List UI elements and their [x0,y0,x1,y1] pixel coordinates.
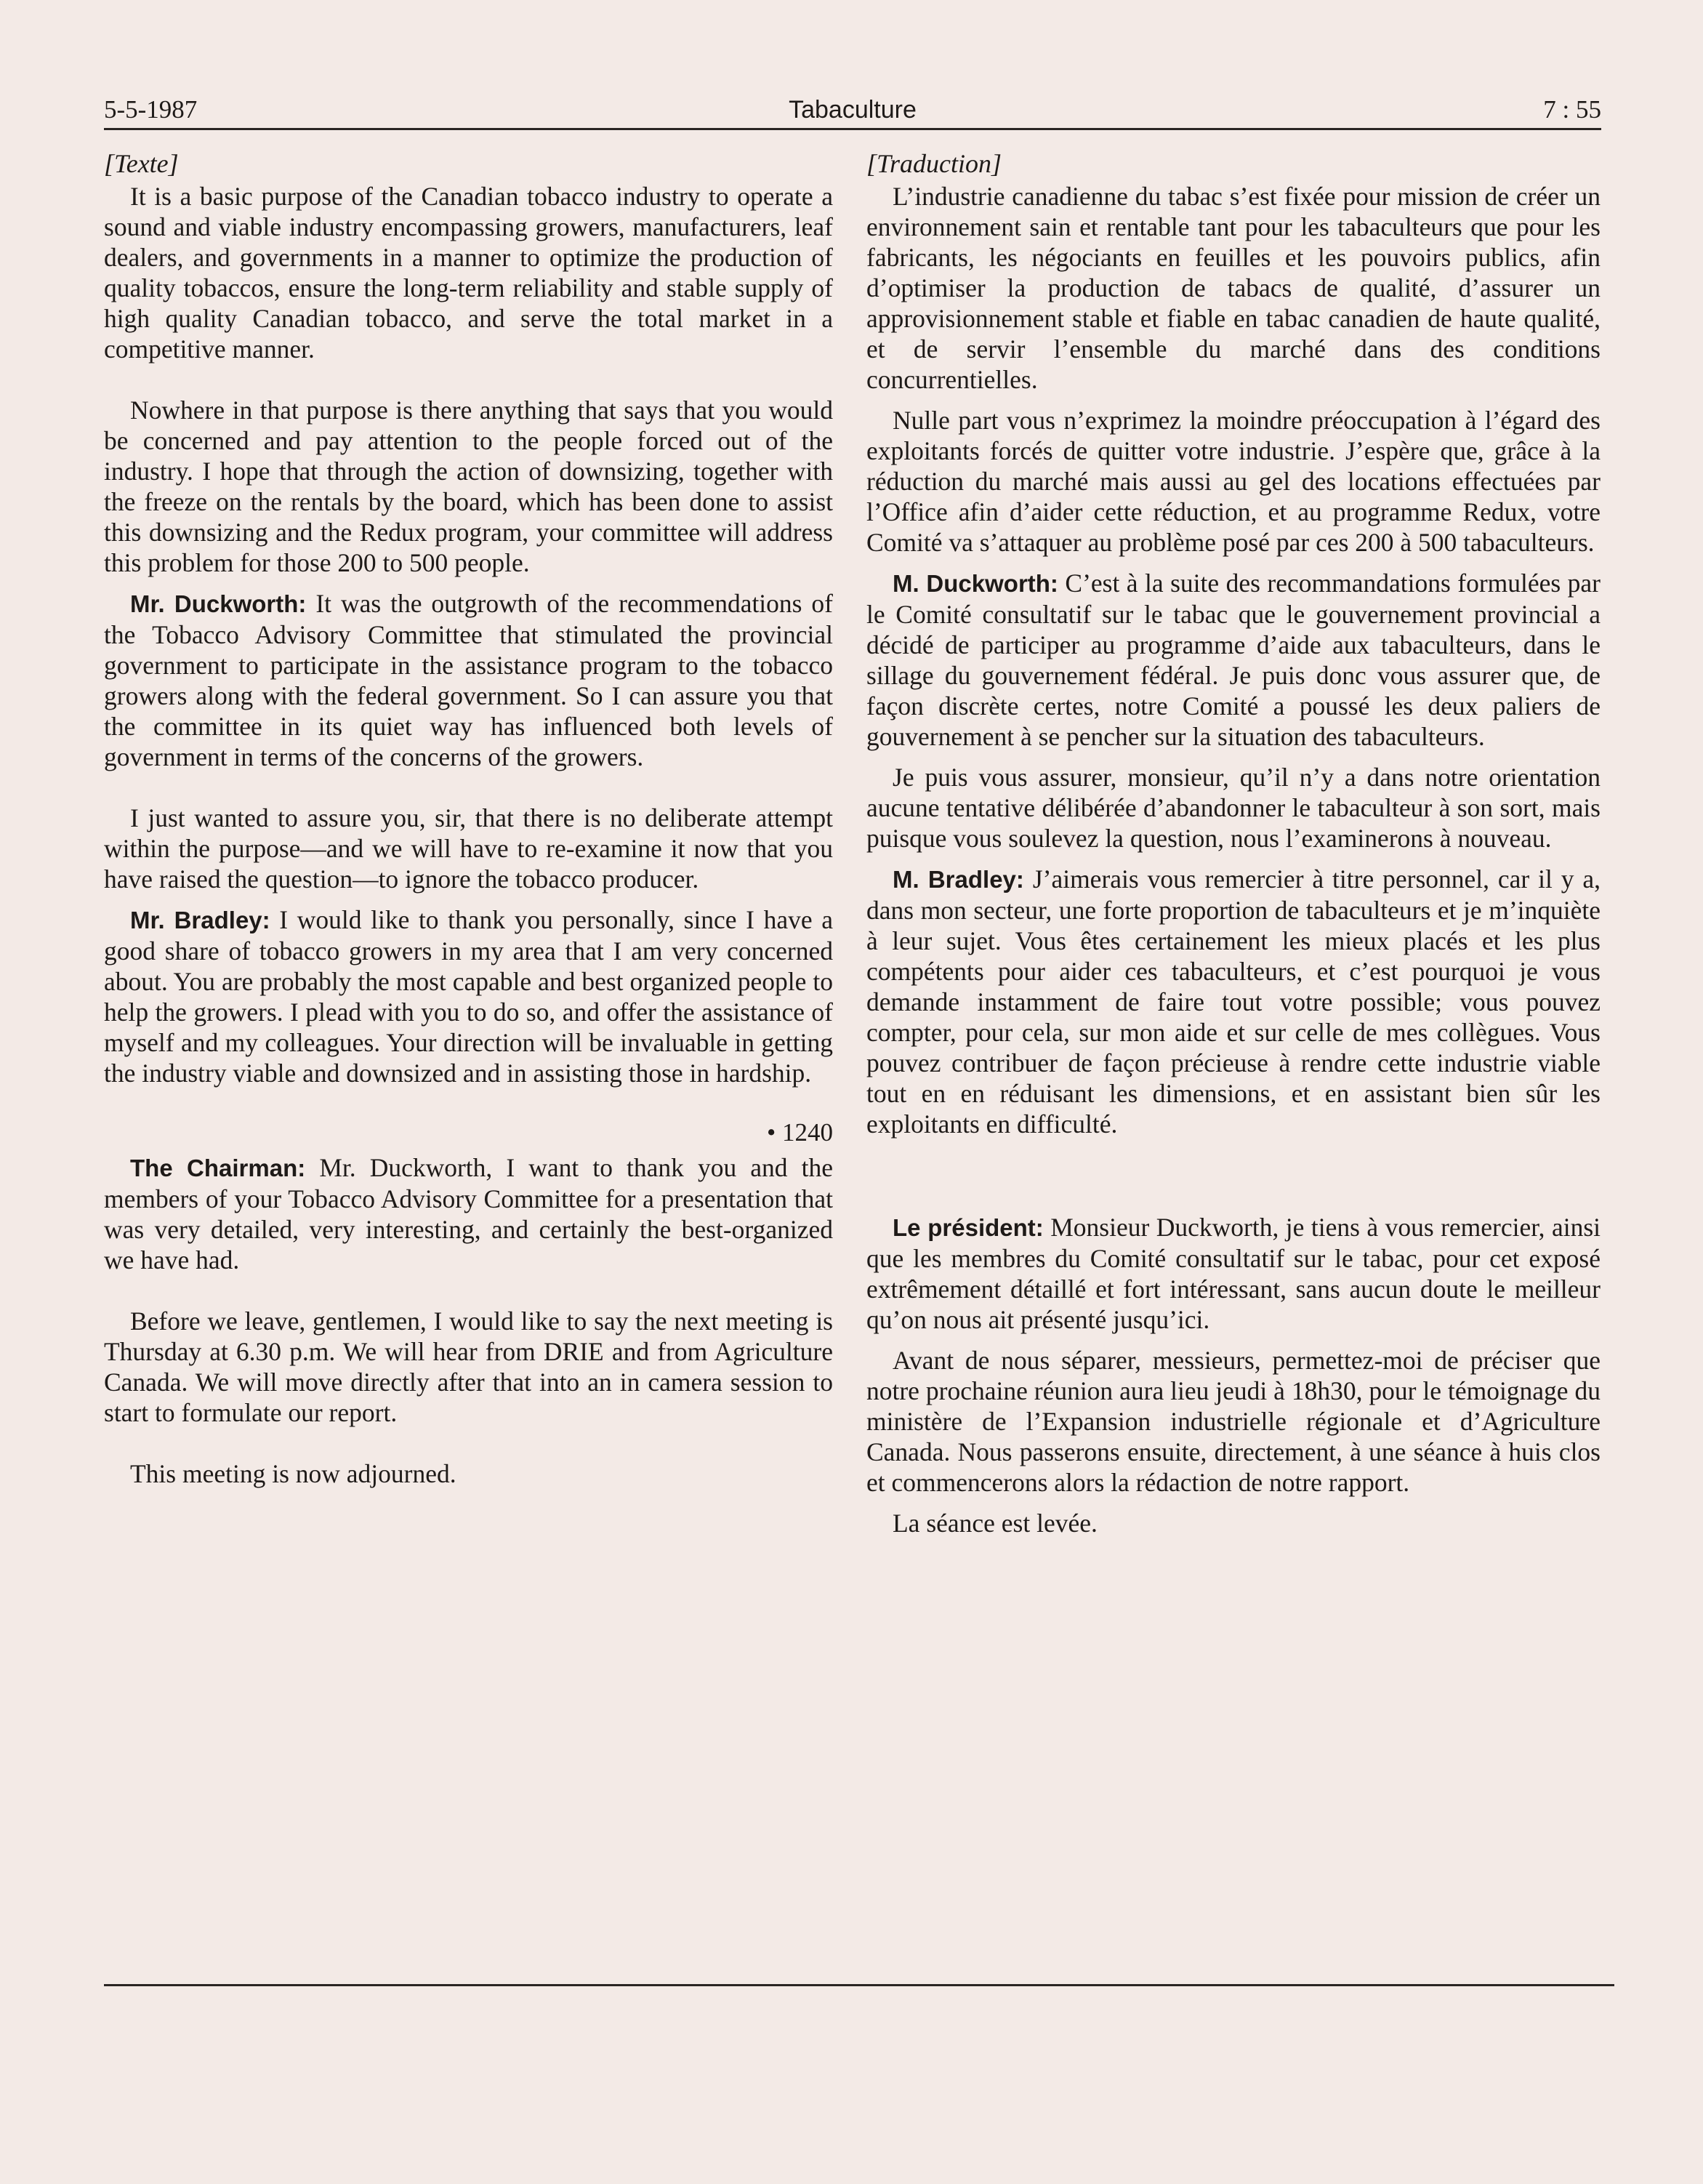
speech-text: Monsieur Duckworth, je tiens à vous remercier, ainsi que les membres du Comité consultatif sur le tabac, pour cet exposé extrêmement détaillé et fort intéressant, sans aucun doute le meilleur qu’on nous ait présenté jusqu’ici. [866,1213,1601,1334]
paragraph: I just wanted to assure you, sir, that there is no deliberate attempt within the purpose—and we will have to re-examine it now that you have raised the question—to ignore the tobacco producer. [104,803,833,894]
paragraph: Nulle part vous n’exprimez la moindre préoccupation à l’égard des exploitants forcés de quitter votre industrie. J’espère que, grâce à la réduction du marché mais aussi au gel des locations effectuées par l’Office afin d’aider cette réduction, et au programme Redux, votre Comité va s’attaquer au problème posé par ces 200 à 500 tabaculteurs. [866,406,1601,557]
paragraph: Avant de nous séparer, messieurs, permettez-moi de préciser que notre prochaine réunion aura lieu jeudi à 18h30, pour le témoignage du ministère de l’Expansion industrielle régionale et d’Agriculture Canada. Nous passerons ensuite, directement, à une séance à huis clos et commencerons alors la rédaction de notre rapport. [866,1346,1601,1497]
speech-text: C’est à la suite des recommandations formulées par le Comité consultatif sur le tabac que le gouvernement provincial a décidé de participer au programme d’aide aux tabaculteurs, dans le sillage du gouvernement fédéral. Je puis donc vous assurer que, de façon discrète certes, notre Comité a poussé les deux paliers de gouvernement à se pencher sur la situation des tabaculteurs. [866,569,1601,751]
running-header [104,92,1601,130]
header-date: 5-5-1987 [104,95,198,124]
column-label-traduction: [Traduction] [866,149,1002,178]
speech-text: It was the outgrowth of the recommendations of the Tobacco Advisory Committee that stimulated the provincial government to participate in the assistance program to the tobacco growers along with the federal government. So I can assure you that the committee in its quiet way has influenced both levels of government in terms of the concerns of the growers. [104,589,833,771]
paragraph: Before we leave, gentlemen, I would like to say the next meeting is Thursday at 6.30 p.m. We will hear from DRIE and from Agriculture Canada. We will move directly after that into an in camera session to start to formulate our report. [104,1306,833,1427]
speech-text: Mr. Duckworth, I want to thank you and the members of your Tobacco Advisory Committee for a presentation that was very detailed, very interesting, and certainly the best-organized we have had. [104,1153,833,1274]
speaker-name: M. Bradley: [893,866,1024,893]
speaker-name: Mr. Bradley: [130,907,270,934]
column-label-texte: [Texte] [104,149,179,178]
speaker-name: The Chairman: [130,1155,306,1181]
speaker-name: M. Duckworth: [893,570,1058,597]
paragraph: L’industrie canadienne du tabac s’est fixée pour mission de créer un environnement sain et rentable tant pour les tabaculteurs que pour les fabricants, les négociants en feuilles et les pouvoirs publics, afin d’optimiser la production de tabacs de qualité, d’assurer un approvisionnement stable et fiable en tabac canadien de haute qualité, et de servir l’ensemble du marché dans des conditions concurrentielles. [866,182,1601,394]
header-title: Tabaculture [789,96,917,124]
french-column [866,148,1601,1538]
speaker-name: Mr. Duckworth: [130,590,307,617]
paragraph [866,568,1601,752]
speech-text: J’aimerais vous remercier à titre personnel, car il y a, dans mon secteur, une forte proportion de tabaculteurs et je m’inquiète à leur sujet. Vous êtes certainement les mieux placés et les plus compétents pour aider ces tabaculteurs, et c’est pourquoi je vous demande instamment de faire tout votre possible; vous pouvez compter, pour cela, sur mon aide et sur celle de mes collègues. Vous pouvez contribuer de façon précieuse à rendre cette industrie viable tout en en réduisant les dimensions, et en assistant bien sûr les exploitants en difficulté. [866,864,1601,1139]
footer-rule [104,1984,1614,1986]
paragraph [104,904,833,1088]
paragraph [104,1152,833,1275]
time-marker: • 1240 [766,1118,833,1147]
paragraph [866,1212,1601,1335]
paragraph [104,588,833,772]
paragraph: It is a basic purpose of the Canadian tobacco industry to operate a sound and viable industry encompassing growers, manufacturers, leaf dealers, and governments in a manner to optimize the production of quality tobaccos, ensure the long-term reliability and stable supply of high quality Canadian tobacco, and serve the total market in a competitive manner. [104,182,833,364]
paragraph [866,864,1601,1139]
speech-text: I would like to thank you personally, since I have a good share of tobacco growers in my area that I am very concerned about. You are probably the most capable and best organized people to help the growers. I plead with you to do so, and offer the assistance of myself and my colleagues. Your direction will be invaluable in getting the industry viable and downsized and in assisting those in hardship. [104,905,833,1088]
header-page-number: 7 : 55 [1543,95,1601,124]
speaker-name: Le président: [893,1214,1044,1241]
paragraph: Je puis vous assurer, monsieur, qu’il n’y a dans notre orientation aucune tentative délibérée d’abandonner le tabaculteur à son sort, mais puisque vous soulevez la question, nous l’examinerons à nouveau. [866,763,1601,853]
paragraph: Nowhere in that purpose is there anything that says that you would be concerned and pay attention to the people forced out of the industry. I hope that through the action of downsizing, together with the freeze on the rentals by the board, which has been done to assist this downsizing and the Redux program, your committee will address this problem for those 200 to 500 people. [104,396,833,577]
english-column [104,148,833,1489]
paragraph: La séance est levée. [893,1509,1098,1538]
paragraph: This meeting is now adjourned. [130,1459,456,1488]
